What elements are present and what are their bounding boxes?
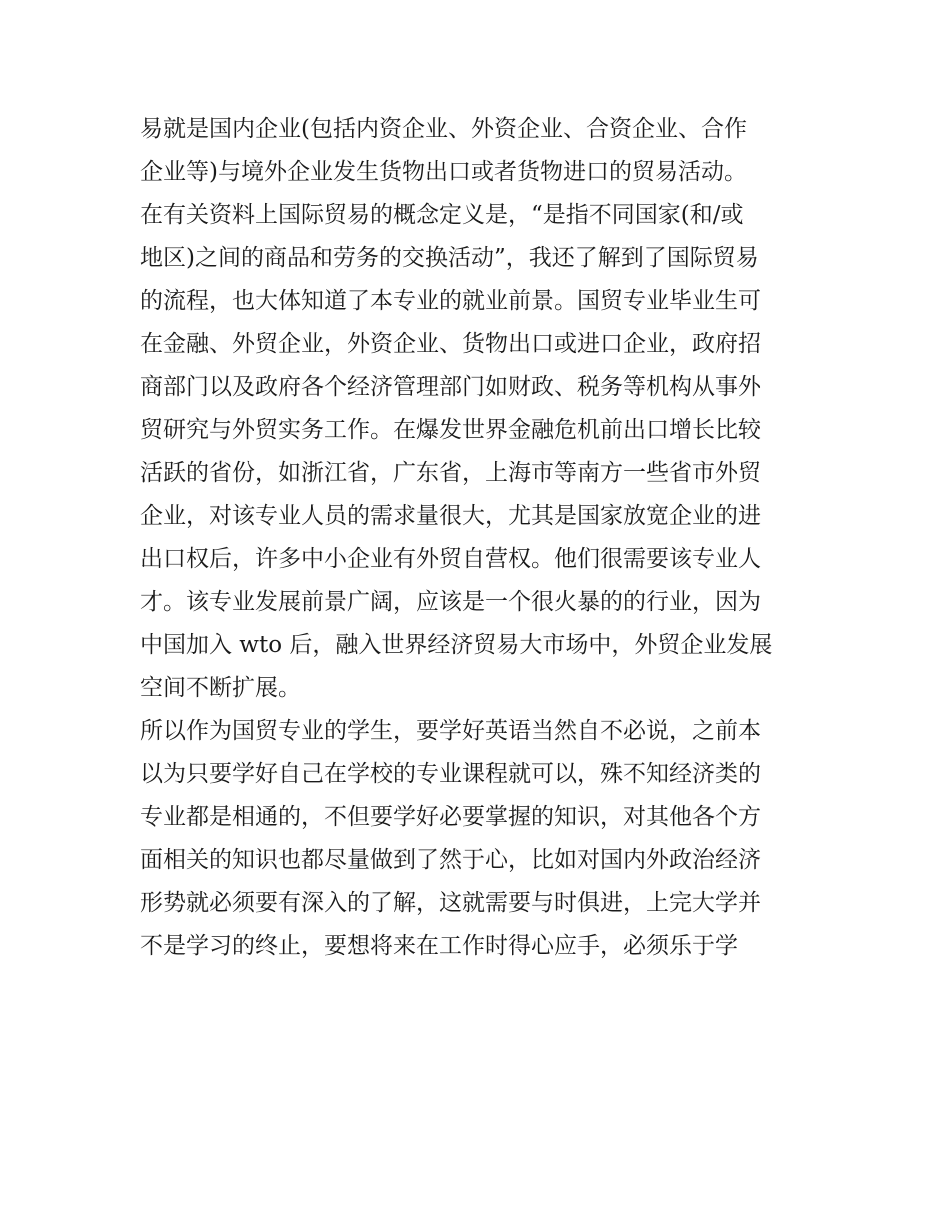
text-line: 在有关资料上国际贸易的概念定义是，“是指不同国家(和/或 (140, 202, 744, 228)
text-line: 企业，对该专业人员的需求量很大，尤其是国家放宽企业的进 (140, 503, 761, 529)
text-line: 贸研究与外贸实务工作。在爆发世界金融危机前出口增长比较 (140, 417, 761, 443)
text-line: 才。该专业发展前景广阔，应该是一个很火暴的的行业，因为 (140, 589, 761, 615)
text-line: 专业都是相通的，不但要学好必要掌握的知识，对其他各个方 (140, 804, 761, 830)
text-line: 不是学习的终止，要想将来在工作时得心应手，必须乐于学 (140, 933, 738, 959)
text-line: 在金融、外贸企业，外资企业、货物出口或进口企业，政府招 (140, 331, 761, 357)
text-line: 易就是国内企业(包括内资企业、外资企业、合资企业、合作 (140, 116, 747, 142)
body-text (140, 108, 820, 968)
text-line: 面相关的知识也都尽量做到了然于心，比如对国内外政治经济 (140, 847, 761, 873)
text-line: 出口权后，许多中小企业有外贸自营权。他们很需要该专业人 (140, 546, 761, 572)
text-line: 活跃的省份，如浙江省，广东省，上海市等南方一些省市外贸 (140, 460, 761, 486)
text-line: 的流程，也大体知道了本专业的就业前景。国贸专业毕业生可 (140, 288, 761, 314)
text-line: 形势就必须要有深入的了解，这就需要与时俱进，上完大学并 (140, 890, 761, 916)
text-line: 所以作为国贸专业的学生，要学好英语当然自不必说，之前本 (140, 718, 761, 744)
text-line: 商部门以及政府各个经济管理部门如财政、税务等机构从事外 (140, 374, 761, 400)
text-line: 空间不断扩展。 (140, 675, 301, 701)
text-line: 以为只要学好自己在学校的专业课程就可以，殊不知经济类的 (140, 761, 761, 787)
text-line: 地区)之间的商品和劳务的交换活动”，我还了解到了国际贸易 (140, 245, 759, 271)
text-line: 中国加入 wto 后，融入世界经济贸易大市场中，外贸企业发展 (140, 632, 773, 658)
text-line: 企业等)与境外企业发生货物出口或者货物进口的贸易活动。 (140, 159, 747, 185)
